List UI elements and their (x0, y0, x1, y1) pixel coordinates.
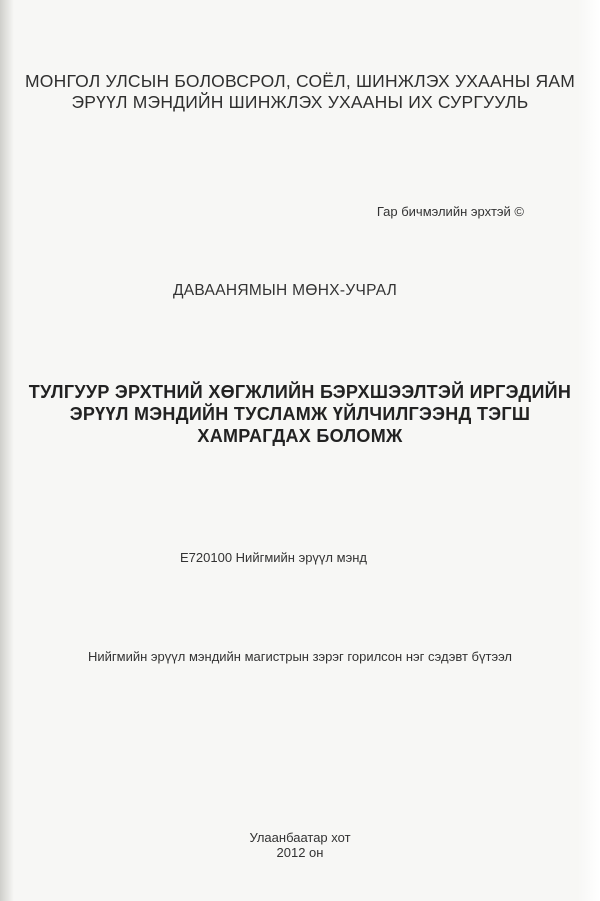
thesis-title-line-3: ХАМРАГДАХ БОЛОМЖ (197, 426, 403, 446)
scan-left-shadow (0, 0, 14, 901)
ministry-name: МОНГОЛ УЛСЫН БОЛОВСРОЛ, СОЁЛ, ШИНЖЛЭХ УХААНЫ ЯАМ (25, 71, 575, 91)
program-code: E720100 Нийгмийн эрүүл мэнд (180, 550, 367, 565)
thesis-title-line-2: ЭРҮҮЛ МЭНДИЙН ТУСЛАМЖ ҮЙЛЧИЛГЭЭНД ТЭГШ (69, 404, 531, 424)
place: Улаанбаатар хот (249, 830, 351, 845)
copyright-note: Гар бичмэлийн эрхтэй © (376, 204, 524, 219)
university-name: ЭРҮҮЛ МЭНДИЙН ШИНЖЛЭХ УХААНЫ ИХ СУРГУУЛЬ (71, 92, 529, 112)
degree-statement: Нийгмийн эрүүл мэндийн магистрын зэрэг горилсон нэг сэдэвт бүтээл (87, 649, 513, 664)
thesis-title-line-1: ТУЛГУУР ЭРХТНИЙ ХӨГЖЛИЙН БЭРХШЭЭЛТЭЙ ИРГЭДИЙН (28, 382, 572, 402)
scan-right-edge (578, 0, 600, 901)
author-name: ДАВААНЯМЫН МӨНХ-УЧРАЛ (173, 282, 398, 299)
year: 2012 он (276, 845, 324, 860)
